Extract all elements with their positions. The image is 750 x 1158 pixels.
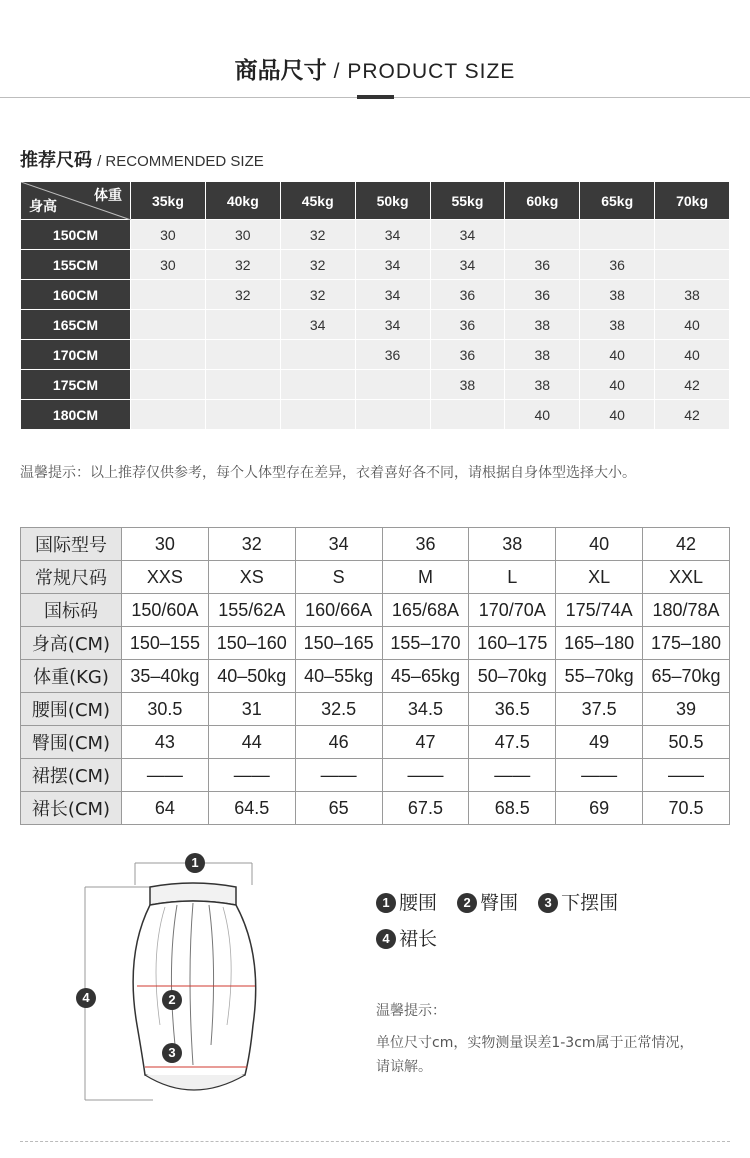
size-spec-cell: —— (122, 759, 209, 792)
measurement-legend (376, 888, 632, 960)
size-spec-cell: 32 (208, 528, 295, 561)
size-spec-row (21, 792, 730, 825)
recommended-size-cell (280, 340, 355, 370)
recommended-size-cell (430, 400, 505, 430)
size-spec-cell: 35–40kg (122, 660, 209, 693)
size-spec-cell: 30.5 (122, 693, 209, 726)
skirt-measurement-diagram (65, 845, 295, 1115)
height-row (21, 280, 730, 310)
height-label: 175CM (21, 370, 131, 400)
size-spec-label: 常规尺码 (21, 561, 122, 594)
recommended-size-cell (655, 250, 730, 280)
recommended-size-cell: 36 (430, 280, 505, 310)
recommended-size-cell (205, 400, 280, 430)
recommended-size-cell: 34 (355, 250, 430, 280)
size-spec-cell: 40–50kg (208, 660, 295, 693)
size-spec-cell: 31 (208, 693, 295, 726)
marker-1: 1 (185, 853, 205, 873)
size-spec-cell: XXL (643, 561, 730, 594)
size-spec-cell: 68.5 (469, 792, 556, 825)
title-cn: 商品尺寸 (234, 58, 327, 84)
recommended-size-cell: 36 (430, 340, 505, 370)
recommended-size-cell: 42 (655, 400, 730, 430)
weight-header: 35kg (131, 182, 206, 220)
size-spec-cell: 45–65kg (382, 660, 469, 693)
size-spec-label: 裙长(CM) (21, 792, 122, 825)
size-spec-cell: M (382, 561, 469, 594)
recommended-size-cell: 34 (355, 310, 430, 340)
size-spec-cell: 32.5 (295, 693, 382, 726)
size-spec-cell: 34.5 (382, 693, 469, 726)
size-spec-row (21, 594, 730, 627)
header-accent-bar (357, 95, 394, 99)
size-spec-cell: —— (556, 759, 643, 792)
size-spec-cell: 150–155 (122, 627, 209, 660)
size-spec-cell: —— (643, 759, 730, 792)
size-spec-cell: 36 (382, 528, 469, 561)
weight-header: 55kg (430, 182, 505, 220)
recommended-size-cell (131, 340, 206, 370)
size-spec-cell: 40 (556, 528, 643, 561)
recommended-size-cell (205, 370, 280, 400)
size-spec-table (20, 527, 730, 825)
recommended-size-cell: 36 (505, 280, 580, 310)
size-spec-row (21, 759, 730, 792)
size-spec-cell: 165/68A (382, 594, 469, 627)
bottom-divider (20, 1141, 730, 1142)
recommended-size-cell: 40 (505, 400, 580, 430)
recommended-size-cell: 34 (280, 310, 355, 340)
recommended-size-cell: 40 (580, 370, 655, 400)
size-spec-cell: —— (469, 759, 556, 792)
size-spec-cell: XXS (122, 561, 209, 594)
title-en: / PRODUCT SIZE (333, 60, 516, 83)
recommended-size-cell: 36 (580, 250, 655, 280)
marker-2: 2 (162, 990, 182, 1010)
size-spec-cell: 42 (643, 528, 730, 561)
recommended-size-cell: 34 (430, 250, 505, 280)
recommended-size-cell (655, 220, 730, 250)
size-spec-cell: XS (208, 561, 295, 594)
size-spec-cell: 55–70kg (556, 660, 643, 693)
recommended-size-cell: 40 (580, 400, 655, 430)
size-spec-label: 裙摆(CM) (21, 759, 122, 792)
size-spec-cell: 155–170 (382, 627, 469, 660)
size-spec-cell: 44 (208, 726, 295, 759)
legend-item (376, 924, 437, 954)
recommended-size-cell (280, 370, 355, 400)
size-spec-cell: 67.5 (382, 792, 469, 825)
marker-3: 3 (162, 1043, 182, 1063)
height-label: 165CM (21, 310, 131, 340)
recommended-size-cell (131, 400, 206, 430)
recommended-size-cell: 32 (205, 250, 280, 280)
recommended-size-cell: 38 (655, 280, 730, 310)
size-spec-cell: 50–70kg (469, 660, 556, 693)
legend-number: 3 (538, 893, 558, 913)
recommended-size-cell: 40 (580, 340, 655, 370)
recommended-size-cell: 34 (355, 280, 430, 310)
legend-label: 腰围 (399, 892, 438, 914)
recommended-size-cell: 36 (505, 250, 580, 280)
size-spec-cell: 150–165 (295, 627, 382, 660)
size-spec-cell: 69 (556, 792, 643, 825)
legend-label: 下摆围 (561, 892, 619, 914)
recommended-size-cell: 32 (205, 280, 280, 310)
size-spec-label: 国际型号 (21, 528, 122, 561)
height-row (21, 250, 730, 280)
height-row (21, 370, 730, 400)
size-spec-row (21, 660, 730, 693)
legend-number: 2 (457, 893, 477, 913)
legend-item (376, 888, 437, 918)
height-label: 160CM (21, 280, 131, 310)
size-spec-cell: 160–175 (469, 627, 556, 660)
size-spec-label: 国标码 (21, 594, 122, 627)
corner-weight-label: 体重 (94, 187, 122, 203)
measurement-note (376, 999, 696, 1079)
size-spec-label: 身高(CM) (21, 627, 122, 660)
weight-header: 70kg (655, 182, 730, 220)
height-label: 155CM (21, 250, 131, 280)
recommended-size-cell (131, 310, 206, 340)
recommended-size-cell: 38 (505, 340, 580, 370)
size-spec-cell: 36.5 (469, 693, 556, 726)
corner-height-label: 身高 (29, 198, 57, 214)
size-spec-row (21, 627, 730, 660)
recommended-size-cell: 32 (280, 220, 355, 250)
legend-number: 4 (376, 929, 396, 949)
size-spec-cell: 70.5 (643, 792, 730, 825)
recommended-size-cell: 36 (430, 310, 505, 340)
size-spec-cell: 150–160 (208, 627, 295, 660)
recommended-size-cell (131, 280, 206, 310)
recommended-size-cell: 42 (655, 370, 730, 400)
recommended-size-cell: 36 (355, 340, 430, 370)
recommended-size-table (20, 181, 730, 430)
size-spec-cell: 65–70kg (643, 660, 730, 693)
size-spec-cell: 165–180 (556, 627, 643, 660)
size-spec-cell: 39 (643, 693, 730, 726)
legend-label: 臀围 (480, 892, 519, 914)
recommended-size-cell (280, 400, 355, 430)
size-spec-cell: —— (295, 759, 382, 792)
size-spec-cell: 40–55kg (295, 660, 382, 693)
recommended-size-cell: 38 (505, 310, 580, 340)
weight-header-row (21, 182, 730, 220)
legend-item (538, 888, 618, 918)
height-label: 150CM (21, 220, 131, 250)
size-spec-cell: 64 (122, 792, 209, 825)
marker-4: 4 (76, 988, 96, 1008)
recommended-size-cell (355, 370, 430, 400)
size-spec-cell: L (469, 561, 556, 594)
weight-header: 40kg (205, 182, 280, 220)
size-spec-cell: 64.5 (208, 792, 295, 825)
recommended-size-cell: 38 (580, 280, 655, 310)
size-spec-row (21, 561, 730, 594)
size-spec-cell: 50.5 (643, 726, 730, 759)
recommended-size-cell (580, 220, 655, 250)
note-body: 单位尺寸cm，实物测量误差1-3cm属于正常情况，请谅解。 (376, 1035, 694, 1075)
legend-label: 裙长 (399, 928, 438, 950)
recommended-size-cell: 40 (655, 310, 730, 340)
size-spec-cell: 160/66A (295, 594, 382, 627)
size-spec-row (21, 726, 730, 759)
size-spec-label: 体重(KG) (21, 660, 122, 693)
recommended-size-cell (505, 220, 580, 250)
recommended-size-cell: 30 (131, 220, 206, 250)
height-row (21, 310, 730, 340)
height-row (21, 220, 730, 250)
size-spec-cell: 170/70A (469, 594, 556, 627)
recommended-size-cell (131, 370, 206, 400)
recommended-size-cell: 30 (205, 220, 280, 250)
size-spec-cell: XL (556, 561, 643, 594)
recommended-size-cell: 38 (505, 370, 580, 400)
recommended-size-cell: 34 (355, 220, 430, 250)
size-spec-cell: 34 (295, 528, 382, 561)
size-spec-row (21, 693, 730, 726)
size-spec-cell: 43 (122, 726, 209, 759)
size-spec-cell: —— (382, 759, 469, 792)
weight-header: 50kg (355, 182, 430, 220)
page-title (0, 52, 750, 85)
recommended-size-cell: 38 (430, 370, 505, 400)
size-spec-cell: S (295, 561, 382, 594)
table-corner-cell (21, 182, 131, 220)
height-label: 180CM (21, 400, 131, 430)
recommended-size-cell: 32 (280, 250, 355, 280)
size-spec-cell: 175/74A (556, 594, 643, 627)
height-row (21, 340, 730, 370)
height-row (21, 400, 730, 430)
size-spec-label: 腰围(CM) (21, 693, 122, 726)
skirt-illustration (65, 845, 295, 1115)
size-spec-cell: 46 (295, 726, 382, 759)
weight-header: 65kg (580, 182, 655, 220)
recommended-size-cell (205, 310, 280, 340)
recommended-size-cell: 34 (430, 220, 505, 250)
size-spec-cell: 37.5 (556, 693, 643, 726)
recommended-size-cell (205, 340, 280, 370)
size-spec-cell: 65 (295, 792, 382, 825)
size-spec-cell: 30 (122, 528, 209, 561)
size-spec-cell: 175–180 (643, 627, 730, 660)
weight-header: 60kg (505, 182, 580, 220)
recommended-size-cell: 38 (580, 310, 655, 340)
weight-header: 45kg (280, 182, 355, 220)
size-spec-label: 臀围(CM) (21, 726, 122, 759)
size-spec-cell: 38 (469, 528, 556, 561)
size-spec-cell: 155/62A (208, 594, 295, 627)
recommended-heading-en: / RECOMMENDED SIZE (97, 153, 264, 170)
recommended-heading (20, 146, 264, 172)
legend-item (457, 888, 518, 918)
recommended-size-cell: 40 (655, 340, 730, 370)
size-spec-cell: 180/78A (643, 594, 730, 627)
page-header (0, 0, 750, 100)
note-title: 温馨提示： (376, 1003, 446, 1019)
size-spec-row (21, 528, 730, 561)
size-spec-cell: 47.5 (469, 726, 556, 759)
size-spec-cell: 150/60A (122, 594, 209, 627)
legend-number: 1 (376, 893, 396, 913)
size-spec-cell: —— (208, 759, 295, 792)
recommended-size-cell: 32 (280, 280, 355, 310)
size-spec-cell: 49 (556, 726, 643, 759)
recommended-size-cell: 30 (131, 250, 206, 280)
recommended-size-cell (355, 400, 430, 430)
height-label: 170CM (21, 340, 131, 370)
recommendation-tip: 温馨提示：以上推荐仅供参考，每个人体型存在差异，衣着喜好各不同，请根据自身体型选择大小。 (20, 465, 636, 481)
size-spec-cell: 47 (382, 726, 469, 759)
recommended-heading-cn: 推荐尺码 (20, 150, 92, 171)
